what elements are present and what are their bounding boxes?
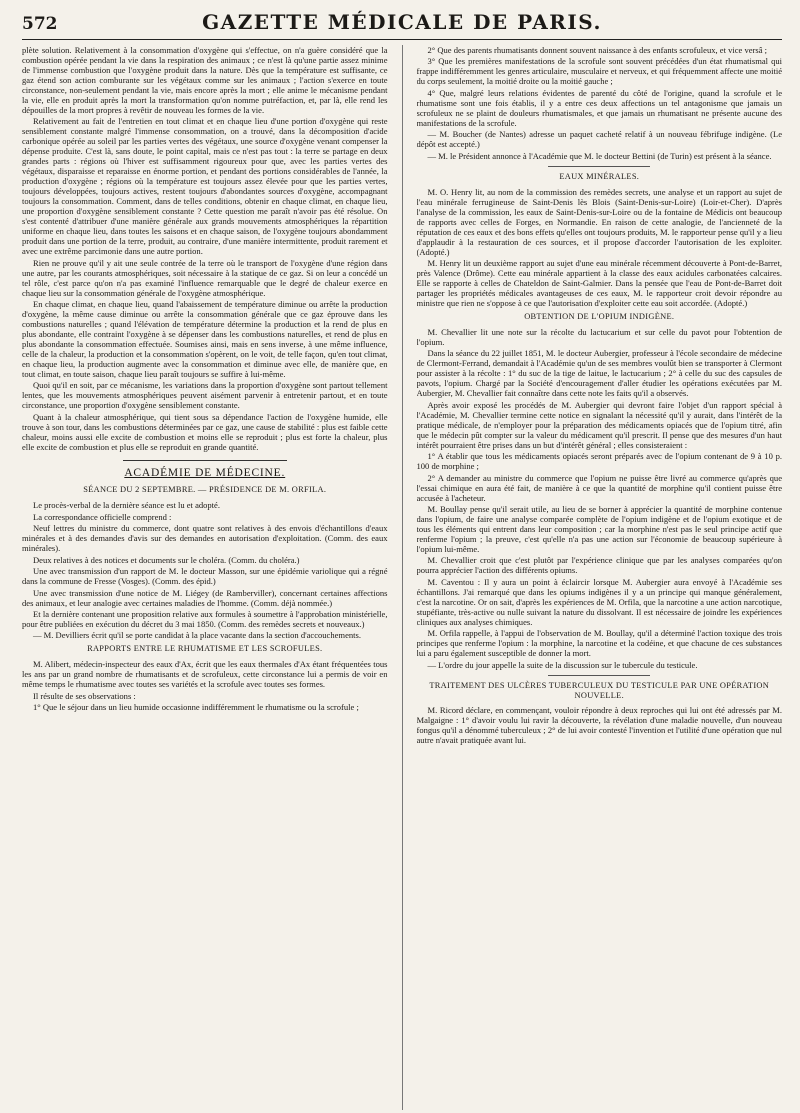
- paragraph: Quant à la chaleur atmosphérique, qui tient sous sa dépendance l'action de l'oxygène humide, elle trouve à son tour, dans les combustions déterminées par ce gaz, une cause de stabilité : plus est faible cette chaleur, moins aussi elle excite de combustion et moins elle se reproduit ; plus est forte la chaleur, plus elle excite de combustion et plus elle se reproduit en grande quantité.: [22, 411, 388, 452]
- paragraph: Après avoir exposé les procédés de M. Aubergier qui devront faire l'objet d'un rapport spécial à l'Académie, M. Chevallier termine cette notice en signalant la nécessité qu'il y aurait, dans l'intérêt de la pratique médicale, de n'employer pour la préparation des médicaments opiacés que de l'opium titré, afin que le médecin pût compter sur la valeur du médicament qu'il prescrit. Il pense que des mesures d'un haut intérêt pourraient être prises dans un but d'intérêt général ; elles consisteraient :: [416, 399, 782, 450]
- paragraph: M. Henry lit un deuxième rapport au sujet d'une eau minérale récemment découverte à Pont-de-Barret, près Valence (Drôme). Cette eau minérale appartient à la classe des eaux acidules carbonatées calcaires. Elle se rapporte à celles de Chateldon de Saint-Galmier. Dans la pensée que l'eau de Pont-de-Barret doit partager les propriétés médicales avantageuses de ces eaux, M. le rapporteur croit devoir répondre au ministre que rien ne s'oppose à ce que l'autorisation d'exploiter cette eau soit accordée. (Adopté.): [416, 258, 782, 308]
- paragraph: 4° Que, malgré leurs relations évidentes de parenté du côté de l'origine, quand la scrofule et le rhumatisme sont une fois établis, il y a entre ces deux affections un tel antagonisme que jamais un scrofuleux ne se plaint de douleurs rhumatismales, et que jamais un rhumatisant ne présente aucune des manifestations de la scrofule.: [416, 87, 782, 128]
- paragraph: Le procès-verbal de la dernière séance est lu et adopté.: [33, 500, 220, 511]
- subheading-rapports: RAPPORTS ENTRE LE RHUMATISME ET LES SCROFULES.: [87, 644, 323, 654]
- paragraph: M. Ricord déclare, en commençant, vouloir répondre à deux reproches qui lui ont été adressés par M. Malgaigne : 1° d'avoir voulu lui ravir la découverte, la révélation d'une maladie nouvelle, d'un nouveau fongus qu'il a dénommé tuberculeux ; 2° de lui avoir contesté l'invention et l'utilité d'une opération que nul autre n'avait pratiquée avant lui.: [416, 705, 782, 746]
- section-rule: [548, 675, 650, 676]
- paragraph: M. Orfila rappelle, à l'appui de l'observation de M. Boullay, qu'il a déterminé l'action toxique des trois principes que renferme l'opium : la morphine, la narcotine et la codéine, et que chacune de ces substances lui a paru également susceptible de donner la mort.: [416, 628, 782, 659]
- page-number: 572: [22, 14, 58, 34]
- section-rule: [548, 166, 650, 167]
- paragraph: — M. Boucher (de Nantes) adresse un paquet cacheté relatif à un nouveau fébrifuge indigène. (Le dépôt est accepté.): [416, 129, 782, 150]
- columns: [22, 45, 782, 1110]
- section-rule: [123, 460, 287, 461]
- paragraph: — M. le Président annonce à l'Académie que M. le docteur Bettini (de Turin) est présent à la séance.: [427, 150, 772, 161]
- paragraph: M. O. Henry lit, au nom de la commission des remèdes secrets, une analyse et un rapport au sujet de l'eau minérale ferrugineuse de Saint-Denis lès Blois (Saint-Denis-sur-Loire) (Loir-et-Cher). D'après l'analyse de la commission, les eaux de Saint-Denis-sur-Loire ou de la fontaine de Médicis ont beaucoup de rapports avec celles de Forges, en Normandie. En raison de cette analogie, de l'ancienneté de la réputation de ces eaux et des bons effets qu'elles ont toujours produits, M. le rapporteur pense qu'il y a lieu d'applaudir à la restauration de ces sources, et il propose d'accorder l'autorisation de les exploiter. (Adopté.): [416, 186, 782, 257]
- paragraph: Une avec transmission d'un rapport de M. le docteur Masson, sur une épidémie variolique qui a régné dans la commune de Fresse (Vosges). (Comm. des épid.): [22, 566, 388, 587]
- journal-title: GAZETTE MÉDICALE DE PARIS.: [202, 10, 602, 34]
- paragraph: En chaque climat, en chaque lieu, quand l'abaissement de température diminue ou arrête la production d'oxygène, la même cause diminue ou arrête la consommation générale que ce gaz éprouve dans les combustions naturelles ; quand l'élévation de température détermine la production et la rend de plus en plus abondante, elle contraint l'oxygène à se dépenser dans les combustions naturelles, et rend de plus en plus abondante la consommation effectuée. Soumises ainsi, mais en sens inverse, à une même influence, celle de la chaleur, la production et la consommation s'opèrent, on le voit, de telle façon, qu'en tout climat, en chaque lieu, la production augmente avec la consommation et diminue avec elle, de manière que, en tout climat, en toute saison, chaque lieu paraît toujours se suffire à lui-même.: [22, 299, 388, 379]
- paragraph: M. Chevallier lit une note sur la récolte du lactucarium et sur celle du pavot pour l'obtention de l'opium.: [416, 326, 782, 347]
- column-divider: [402, 45, 403, 1110]
- paragraph: Relativement au fait de l'entretien en tout climat et en chaque lieu d'une portion d'oxygène qui reste sensiblement constante malgré l'immense consommation, on a trouvé, dans la décomposition d'acide carbonique opérée au soleil par les parties vertes des végétaux, une source d'oxygène venant compenser la dépense produite. C'est là, sans doute, le point capital, mais ce n'est pas tout : la terre se partage en deux grandes parts : régions où l'hiver est suffisamment rigoureux pour que, avec les parties vertes des végétaux, disparaisse et reparaisse en énorme portion, et pendant des portions considérables de l'année, la production d'oxygène ; régions où la température est toujours assez élevée pour que les parties vertes, toujours développées, toujours actives, restent toujours d'abondantes sources d'oxygène, accompagnant toujours la consommation. Comment, dans de telles conditions, obtenir en chaque climat, en chaque lieu, une proportion d'oxygène sensiblement constante ? Cette question me paraît n'avoir pas été résolue. On s'est contenté d'attribuer d'une manière générale aux grands mouvements atmosphériques la répartition uniforme en chaque lieu, dans toutes les saisons et en chaque saison, de l'oxygène toujours abondamment produit dans une portion de la terre, produit, au contraire, d'une manière intermittente, produit rarement et avec une extrême parcimonie dans une autre portion.: [22, 116, 388, 257]
- paragraph: La correspondance officielle comprend :: [33, 511, 172, 522]
- paragraph: M. Chevallier croit que c'est plutôt par l'expérience clinique que par les analyses comparées qu'on pourra apprécier l'action des différents opiums.: [416, 555, 782, 576]
- paragraph: 2° Que des parents rhumatisants donnent souvent naissance à des enfants scrofuleux, et vice versâ ;: [427, 45, 767, 55]
- paragraph: 2° A demander au ministre du commerce que l'opium ne puisse être livré au commerce qu'après que l'essai chimique en aura été fait, de manière à ce que la quantité de morphine qu'il contient puisse être accusée à l'acheteur.: [416, 472, 782, 503]
- seance-heading: SÉANCE DU 2 SEPTEMBRE. — PRÉSIDENCE DE M. ORFILA.: [83, 485, 327, 495]
- subheading-opium: OBTENTION DE L'OPIUM INDIGÈNE.: [524, 311, 675, 321]
- paragraph: Une avec transmission d'une notice de M. Liégey (de Ramberviller), concernant certaines affections des animaux, et leur analogie avec certaines maladies de l'homme. (Comm. déjà nommée.): [22, 587, 388, 608]
- paragraph: 1° Que le séjour dans un lieu humide occasionne indifféremment le rhumatisme ou la scrofule ;: [33, 702, 359, 713]
- section-heading-academie: ACADÉMIE DE MÉDECINE.: [124, 466, 286, 479]
- paragraph: M. Caventou : Il y aura un point à éclaircir lorsque M. Aubergier aura envoyé à l'Académie ses échantillons. J'ai remarqué que dans les opiums indigènes il y a un principe qui manque généralement, c'est la narcotine. Or on sait, d'après les expériences de M. Orfila, que la narcotine a une action narcotique, stupéfiante, très-active ou nulle suivant la nature du dissolvant. Il est nécessaire de joindre les expériences cliniques aux analyses chimiques.: [416, 576, 782, 627]
- paragraph: — L'ordre du jour appelle la suite de la discussion sur le tubercule du testicule.: [427, 659, 698, 670]
- paragraph: Quoi qu'il en soit, par ce mécanisme, les variations dans la proportion d'oxygène sont partout tellement lentes, que les mouvements atmosphériques peuvent aisément parvenir à entretenir partout, et en toute circonstance, une proportion d'oxygène sensiblement constante.: [22, 380, 388, 411]
- paragraph: Deux relatives à des notices et documents sur le choléra. (Comm. du choléra.): [33, 554, 300, 565]
- paragraph: Rien ne prouve qu'il y ait une seule contrée de la terre où le transport de l'oxygène d'une région dans une autre, par les courants atmosphériques, soit nécessaire à la statique de ce gaz. Si on leur a concédé un tel rôle, c'est parce qu'on n'a pas examiné l'influence remarquable que le degré de chaleur exerce en chaque lieu sur la consommation générale de l'oxygène atmosphérique.: [22, 257, 388, 298]
- paragraph: Il résulte de ses observations :: [33, 690, 136, 701]
- paragraph: 3° Que les premières manifestations de la scrofule sont souvent précédées d'un état rhumatismal qui frappe indifféremment les genres articulaire, musculaire et nerveux, et qui fréquemment affecte une moitié du corps seulement, la moitié droite ou la moitié gauche ;: [416, 56, 782, 87]
- masthead: [22, 10, 782, 40]
- paragraph: Neuf lettres du ministre du commerce, dont quatre sont relatives à des envois d'échantillons d'eaux minérales et à des demandes d'avis sur des demandes en autorisation d'exploitation. (Comm. des eaux minérales).: [22, 523, 388, 554]
- paragraph: Dans la séance du 22 juillet 1851, M. le docteur Aubergier, professeur à l'école secondaire de médecine de Clermont-Ferrand, demandait à l'Académie qu'un de ses membres voulût bien se transporter à Clermont pour assister à la récolte : 1° du suc de la tige de laitue, le lactucarium ; 2° à celle du suc des capsules de pavots, l'opium. Chargé par la Société d'encouragement d'aller étudier les opérations exécutées par M. Aubergier, M. Chevallier fait connaître dans cette note les faits qu'il a observés.: [416, 348, 782, 399]
- paragraph: — M. Devilliers écrit qu'il se porte candidat à la place vacante dans la section d'accouchements.: [33, 630, 361, 641]
- paragraph: plète solution. Relativement à la consommation d'oxygène qui s'effectue, on n'a guère considéré que la combustion opérée pendant la vie dans la respiration des animaux ; ce n'est là qu'une partie assez minime de l'immense combustion que l'oxygène produit dans la nature. Dès que la température est suffisante, ce gaz étend son action comburante sur les végétaux comme sur les animaux ; l'action s'exerce en toute circonstance, non-seulement pendant la vie, mais encore après la mort ; elle anime le mécanisme pendant la vie, elle en produit après la mort la transformation qu'on nomme putréfaction, et, par là, elle rend les dépouilles de la mort propres à revêtir de nouveau les formes de la vie.: [22, 45, 388, 115]
- right-column: [417, 45, 783, 1110]
- paragraph: M. Alibert, médecin-inspecteur des eaux d'Ax, écrit que les eaux thermales d'Ax étant fréquentées tous les ans par un grand nombre de rhumatisants et de scrofuleux, cette circonstance lui a permis de voir en même temps le rhumatisme avec toutes ses variétés et la scrofule avec toutes ses formes.: [22, 659, 388, 690]
- paragraph: M. Boullay pense qu'il serait utile, au lieu de se borner à apprécier la quantité de morphine contenue dans l'opium, de faire une analyse comparée complète de l'opium indigène et de l'opium exotique et de tous les éléments qui entrent dans leur composition ; car la morphine n'est pas le seul principe actif que renferme l'opium ; la preuve, c'est qu'elle n'a pas une action sur l'économie de beaucoup supérieure à l'opium lui-même.: [416, 504, 782, 554]
- paragraph: Et la dernière contenant une proposition relative aux formules à soumettre à l'approbation ministérielle, pour être publiées en exécution du décret du 3 mai 1850. (Comm. des remèdes secrets et nouveaux.): [22, 609, 388, 629]
- paragraph: 1° A établir que tous les médicaments opiacés seront préparés avec de l'opium contenant de 9 à 10 p. 100 de morphine ;: [416, 451, 782, 472]
- left-column: [22, 45, 388, 1110]
- subheading-eaux-minerales: EAUX MINÉRALES.: [559, 171, 640, 181]
- subheading-ulceres: TRAITEMENT DES ULCÈRES TUBERCULEUX DU TESTICULE PAR UNE OPÉRATION NOUVELLE.: [429, 680, 770, 700]
